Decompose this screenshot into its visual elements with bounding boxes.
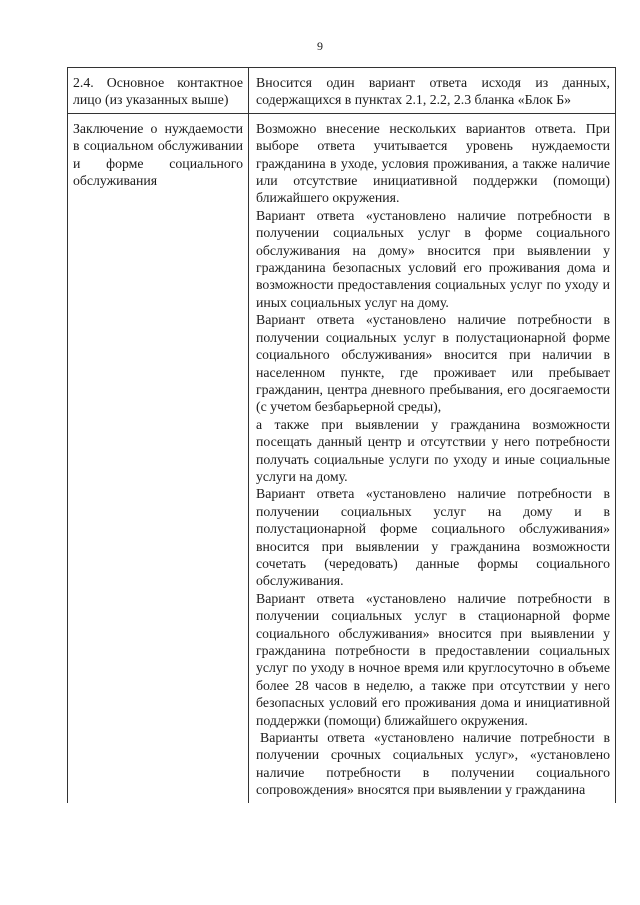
description-paragraph: а также при выявлении у гражданина возможности посещать данный центр и отсутствии у него потребности получать социальные услуги по уходу и иные социальные услуги на дому. xyxy=(256,416,610,484)
row-label-cell xyxy=(68,113,249,802)
row-label: Заключение о нуждаемости в социальном обслуживании и форме социального обслуживания xyxy=(73,120,243,189)
row-description-cell xyxy=(249,113,616,802)
description-paragraph: Возможно внесение нескольких вариантов ответа. При выборе ответа учитывается уровень нуждаемости гражданина в уходе, условия проживания, а также наличие или отсутствие инициативной поддержки (помощи) ближайшего окружения. xyxy=(256,120,610,206)
description-paragraph: Вариант ответа «установлено наличие потребности в получении социальных услуг на дому и в полустационарной форме социального обслуживания» вносится при выявлении у гражданина возможности сочетать (чередовать) данные формы социального обслуживания. xyxy=(256,486,610,589)
description-paragraph: Вариант ответа «установлено наличие потребности в получении социальных услуг в форме социального обслуживания на дому» вносится при выявлении у гражданина безопасных условий его проживания дома и возможности предоставления социальных услуг по уходу и иных социальных услуг на дому. xyxy=(256,207,610,310)
description-paragraph: Вариант ответа «установлено наличие потребности в получении социальных услуг в полустационарной форме социального обслуживания» вносится при наличии в населенном пункте, где проживает или пребывает гражданин, центра дневного пребывания, его досягаемости (с учетом безбарьерной среды), xyxy=(256,312,610,415)
table-row xyxy=(68,68,616,114)
row-label: 2.4. Основное контактное лицо (из указанных выше) xyxy=(73,75,243,108)
row-description-cell xyxy=(249,68,616,114)
description-paragraph: Вносится один вариант ответа исходя из данных, содержащихся в пунктах 2.1, 2.2, 2.3 бланка «Блок Б» xyxy=(256,75,610,108)
page-number: 9 xyxy=(317,39,323,53)
description-paragraph: Варианты ответа «установлено наличие потребности в получении срочных социальных услуг», «установлено наличие потребности в получении социального сопровождения» вносятся при выявлении у гражданина xyxy=(256,730,610,798)
row-label-cell xyxy=(68,68,249,114)
table-row xyxy=(68,113,616,802)
description-paragraph: Вариант ответа «установлено наличие потребности в получении социальных услуг в стационарной форме социального обслуживания» вносится при выявлении у гражданина потребности в предоставлении социальных услуг по уходу в ночное время или круглосуточно в объеме более 28 часов в неделю, а также при отсутствии у него безопасных условий его проживания дома и инициативной поддержки (помощи) ближайшего окружения. xyxy=(256,590,610,728)
instructions-table xyxy=(67,67,616,803)
